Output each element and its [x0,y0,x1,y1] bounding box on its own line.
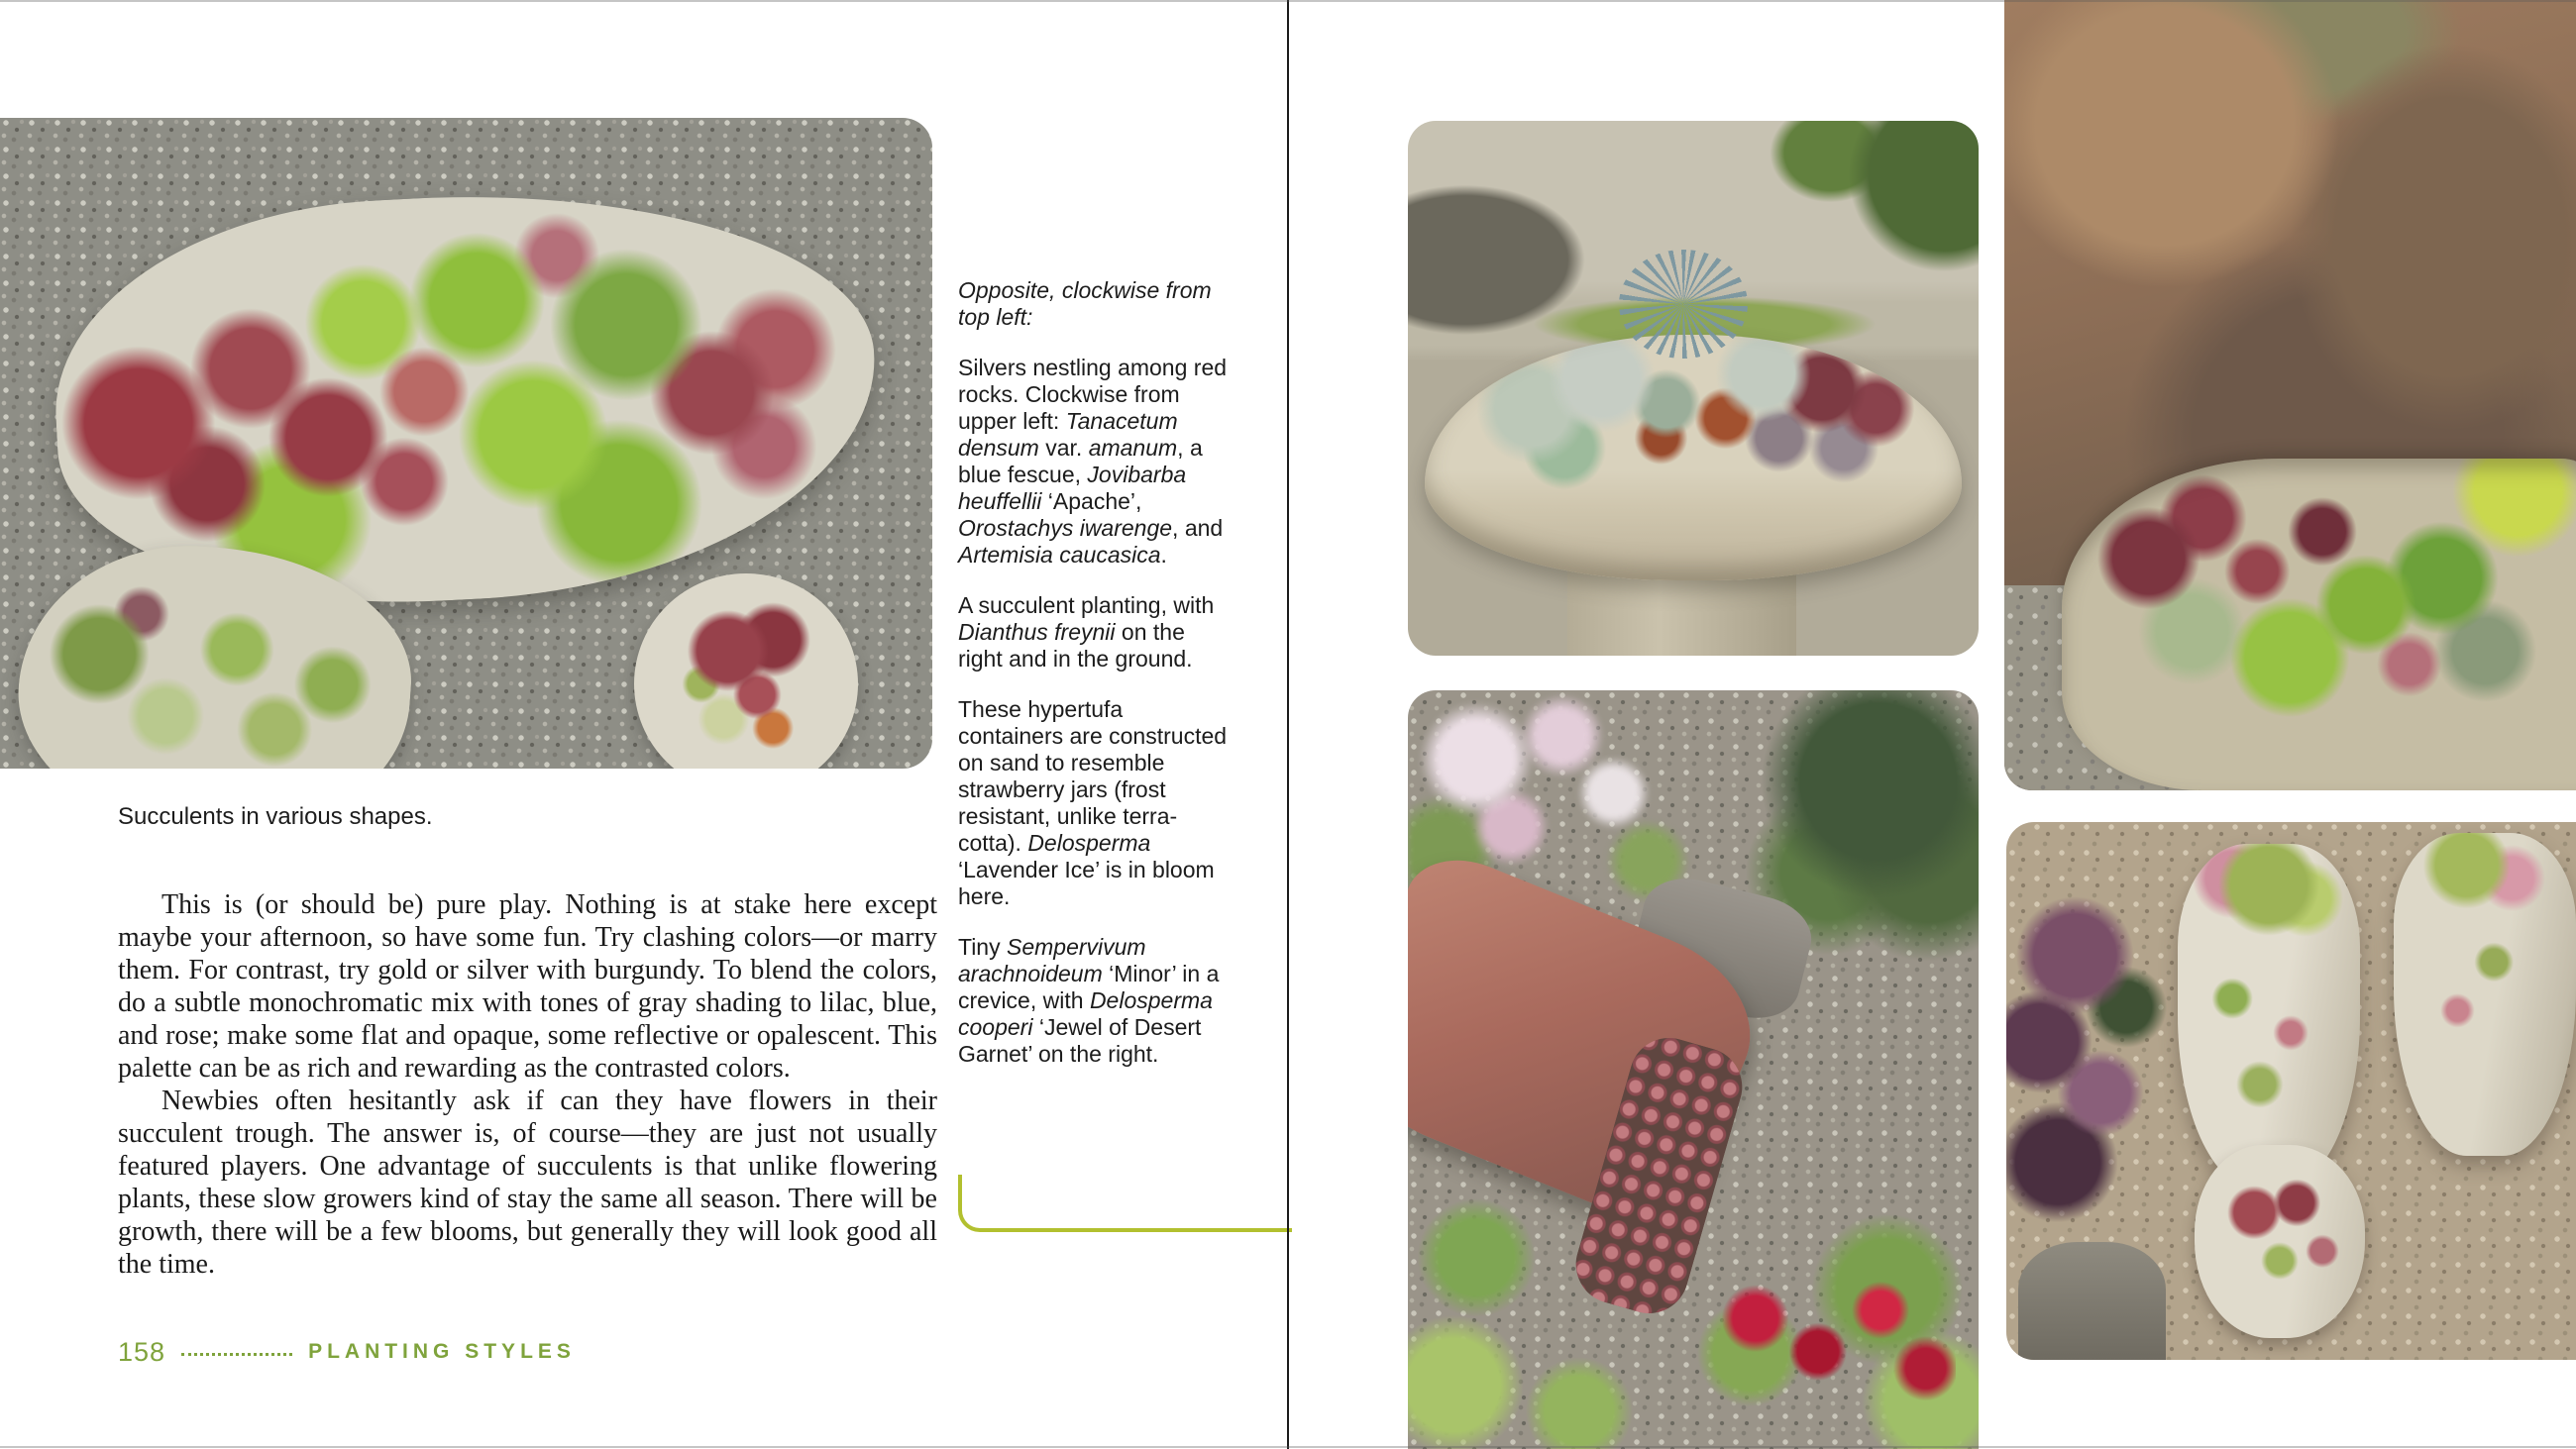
trough-planting-shape [2062,459,2576,790]
hypertufa-jar-shape [2195,1145,2366,1338]
caption-hypertufa: These hypertufa containers are constructed on sand to resemble strawberry jars (frost resistant, unlike terra-cotta). Delosperma ‘Lavender Ice’ is in bloom here. [958,696,1228,909]
purple-heuchera-shape [2006,886,2178,1231]
caption-succulent-planting: A succulent planting, with Dianthus freynii on the right and in the ground. [958,592,1215,672]
photo-stone-bowl-planter [1408,121,1979,656]
section-title: PLANTING STYLES [308,1340,576,1363]
stone-bowl-shape [1425,335,1961,580]
caption-column [958,277,1228,1068]
photo-rock-garden-crevice [1408,690,1979,1449]
photo-hypertufa-jars [2006,822,2576,1360]
blue-fescue-shape [1619,250,1748,359]
page-number: 158 [118,1336,166,1367]
caption-silvers: Silvers nestling among red rocks. Clockwise from upper left: Tanacetum densum var. amanum, a blue fescue, Jovibarba heuffellii ‘Apache’, Orostachys iwarenge, and Artemisia caucasica. [958,355,1228,568]
caption-sempervivum: Tiny Sempervivum arachnoideum ‘Minor’ in a crevice, with Delosperma cooperi ‘Jewel of Desert Garnet’ on the right. [958,934,1220,1067]
caption-intro: Opposite, clockwise from top left: [958,277,1212,330]
hypertufa-jar-shape [2178,844,2360,1189]
page-bottom-edge [0,1446,2576,1448]
photo-rock-trough [2004,0,2576,790]
round-bowl-shape [634,573,858,769]
page-footer [118,1335,576,1369]
body-paragraph: This is (or should be) pure play. Nothing is at stake here except maybe your afternoon, so have some fun. Try clashing colors—or marry them. For contrast, try gold or silver with burgundy. To blend the colors, do a subtle monochromatic mix with tones of gray shading to lilac, blue, and rose; make some flat and opaque, some reflective or opalescent. This palette can be as rich and rewarding as the contrasted colors. [118,889,937,1084]
red-flowers-shape [1705,1252,1956,1419]
hypertufa-jar-shape [2394,833,2576,1156]
photo-caption: Succulents in various shapes. [118,803,433,830]
photo-succulent-troughs [0,118,932,769]
body-text [118,888,937,1281]
caption-pointer-line [958,1175,1292,1232]
gray-rock-shape [2018,1242,2167,1360]
body-paragraph: Newbies often hesitantly ask if can they have flowers in their succulent trough. The answer is, of course—they are just not usually featured players. One advantage of succulents is that unlike flowering plants, these slow growers kind of stay the same all season. There will be growth, there will be a few blooms, but generally they will look good all the time. [118,1086,937,1280]
page-gutter-line [1287,0,1289,1449]
page-top-edge [0,0,2576,2]
dotted-leader [181,1353,292,1356]
